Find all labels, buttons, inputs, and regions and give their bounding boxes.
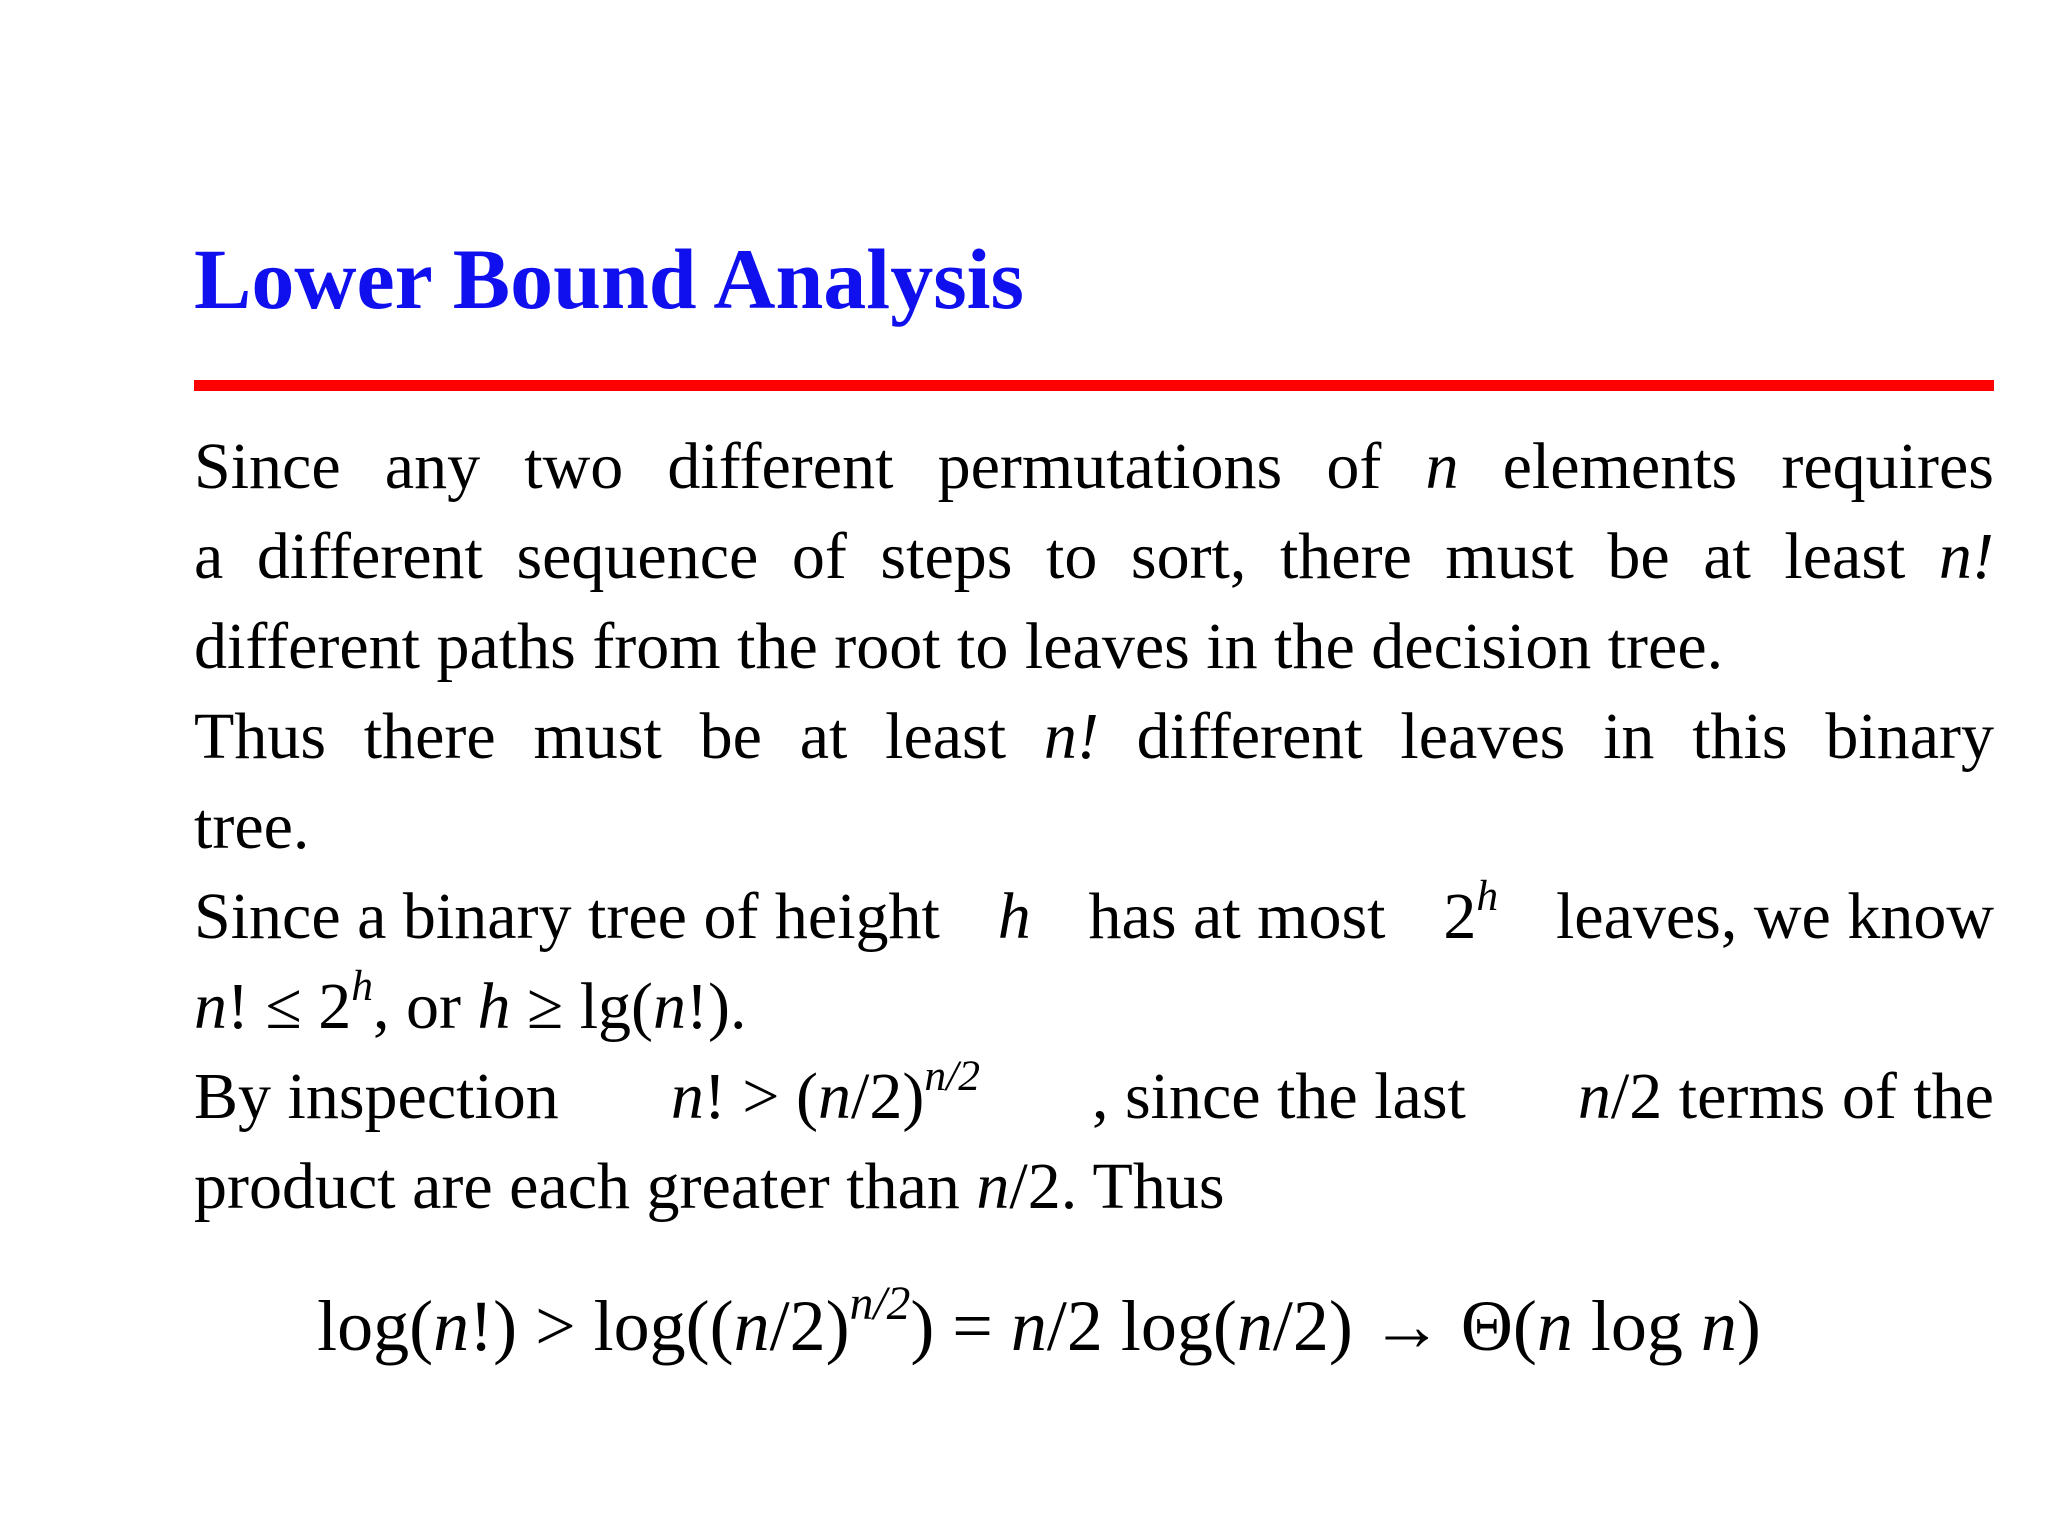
- text-segment: /2. Thus: [1009, 1150, 1225, 1223]
- para3-line2: [194, 1150, 1994, 1223]
- math-variable-n: n: [1577, 1060, 1611, 1133]
- math-segment: ≥ lg(: [510, 970, 654, 1043]
- math-n-over-2: [1577, 1060, 1994, 1133]
- math-exponent: n/2: [924, 1051, 980, 1100]
- para1-line3: different paths from the root to leaves in the decision tree.: [194, 610, 1724, 683]
- word: least: [1784, 520, 1906, 593]
- math-n-factorial-inequality: [670, 1051, 980, 1133]
- math-variable-n: n: [433, 1286, 470, 1366]
- word: permutations: [937, 430, 1283, 503]
- word: sort,: [1130, 520, 1247, 593]
- math-variable-n: n: [733, 1286, 770, 1366]
- math-base: 2: [1443, 880, 1477, 953]
- text-segment: , since the last: [1091, 1060, 1466, 1133]
- math-variable-n: n: [1536, 1286, 1573, 1366]
- word: in: [1603, 700, 1655, 773]
- word: this: [1692, 700, 1788, 773]
- math-segment: ) =: [910, 1286, 1011, 1366]
- math-segment: ! ≤ 2: [227, 970, 352, 1043]
- word: of: [1326, 430, 1382, 503]
- math-segment: !) > log((: [469, 1286, 734, 1366]
- math-segment: /2) → Θ(: [1272, 1286, 1537, 1366]
- math-variable-n: n: [653, 970, 687, 1043]
- word: there: [1279, 520, 1412, 593]
- word: to: [1045, 520, 1098, 593]
- math-variable-n: n: [1010, 1286, 1047, 1366]
- para1-line5: tree.: [194, 790, 310, 863]
- math-segment: /2): [851, 1060, 925, 1133]
- text-segment: product are each greater than: [194, 1150, 960, 1223]
- word: different: [667, 430, 894, 503]
- word: steps: [880, 520, 1013, 593]
- math-segment: !).: [686, 970, 747, 1043]
- math-segment: ! > (: [703, 1060, 818, 1133]
- display-equation: [0, 1278, 2048, 1366]
- word: different: [256, 520, 483, 593]
- math-segment: log(: [317, 1286, 434, 1366]
- word: must: [533, 700, 662, 773]
- word: leaves: [1400, 700, 1566, 773]
- math-variable-n: n: [1425, 430, 1459, 503]
- word: elements: [1502, 430, 1738, 503]
- word: sequence: [516, 520, 759, 593]
- word: of: [791, 520, 847, 593]
- para1-line4: [194, 700, 1994, 773]
- word: must: [1445, 520, 1574, 593]
- text-segment: has at most: [1088, 880, 1386, 953]
- equation-body: [317, 1278, 1761, 1366]
- slide-title: Lower Bound Analysis: [194, 231, 1025, 327]
- math-segment: ): [1736, 1286, 1761, 1366]
- math-segment: /2): [769, 1286, 850, 1366]
- math-two-to-h: [1443, 871, 1499, 953]
- text-segment: By inspection: [194, 1060, 559, 1133]
- para1-line2: [194, 520, 1994, 593]
- word: binary: [1825, 700, 1994, 773]
- math-exponent: h: [1476, 871, 1499, 920]
- text-segment: , or: [372, 970, 461, 1043]
- word: a: [194, 520, 224, 593]
- word: two: [524, 430, 624, 503]
- math-variable-n: n: [670, 1060, 704, 1133]
- math-variable-n: n: [1700, 1286, 1737, 1366]
- para1-line1: [194, 430, 1994, 503]
- word: requires: [1781, 430, 1994, 503]
- text-segment: leaves, we know: [1555, 880, 1994, 953]
- word: different: [1136, 700, 1363, 773]
- title-underline-rule: [194, 380, 1994, 391]
- math-segment: /2 log(: [1046, 1286, 1237, 1366]
- para2-line2: [194, 961, 1994, 1043]
- word: be: [1607, 520, 1670, 593]
- word: any: [384, 430, 481, 503]
- para2-line1: [194, 871, 1994, 953]
- math-variable-h: h: [997, 880, 1031, 953]
- math-exponent: n/2: [849, 1278, 911, 1331]
- word: at: [799, 700, 848, 773]
- math-variable-n: n: [818, 1060, 851, 1133]
- math-exponent: h: [351, 961, 373, 1010]
- word: Thus: [194, 700, 326, 773]
- math-segment: log: [1572, 1286, 1701, 1366]
- para3-line1: [194, 1051, 1994, 1133]
- word: least: [885, 700, 1007, 773]
- word: there: [363, 700, 496, 773]
- word: be: [699, 700, 762, 773]
- word: Since: [194, 430, 341, 503]
- math-variable-h: h: [477, 970, 511, 1043]
- math-variable-n: n: [976, 1150, 1010, 1223]
- word: at: [1703, 520, 1751, 593]
- math-n-factorial: n!: [1043, 700, 1099, 773]
- math-n-factorial: n!: [1938, 520, 1994, 593]
- text-segment: Since a binary tree of height: [194, 880, 940, 953]
- text-segment: /2 terms of the: [1610, 1060, 1994, 1133]
- math-variable-n: n: [1236, 1286, 1273, 1366]
- math-variable-n: n: [194, 970, 227, 1043]
